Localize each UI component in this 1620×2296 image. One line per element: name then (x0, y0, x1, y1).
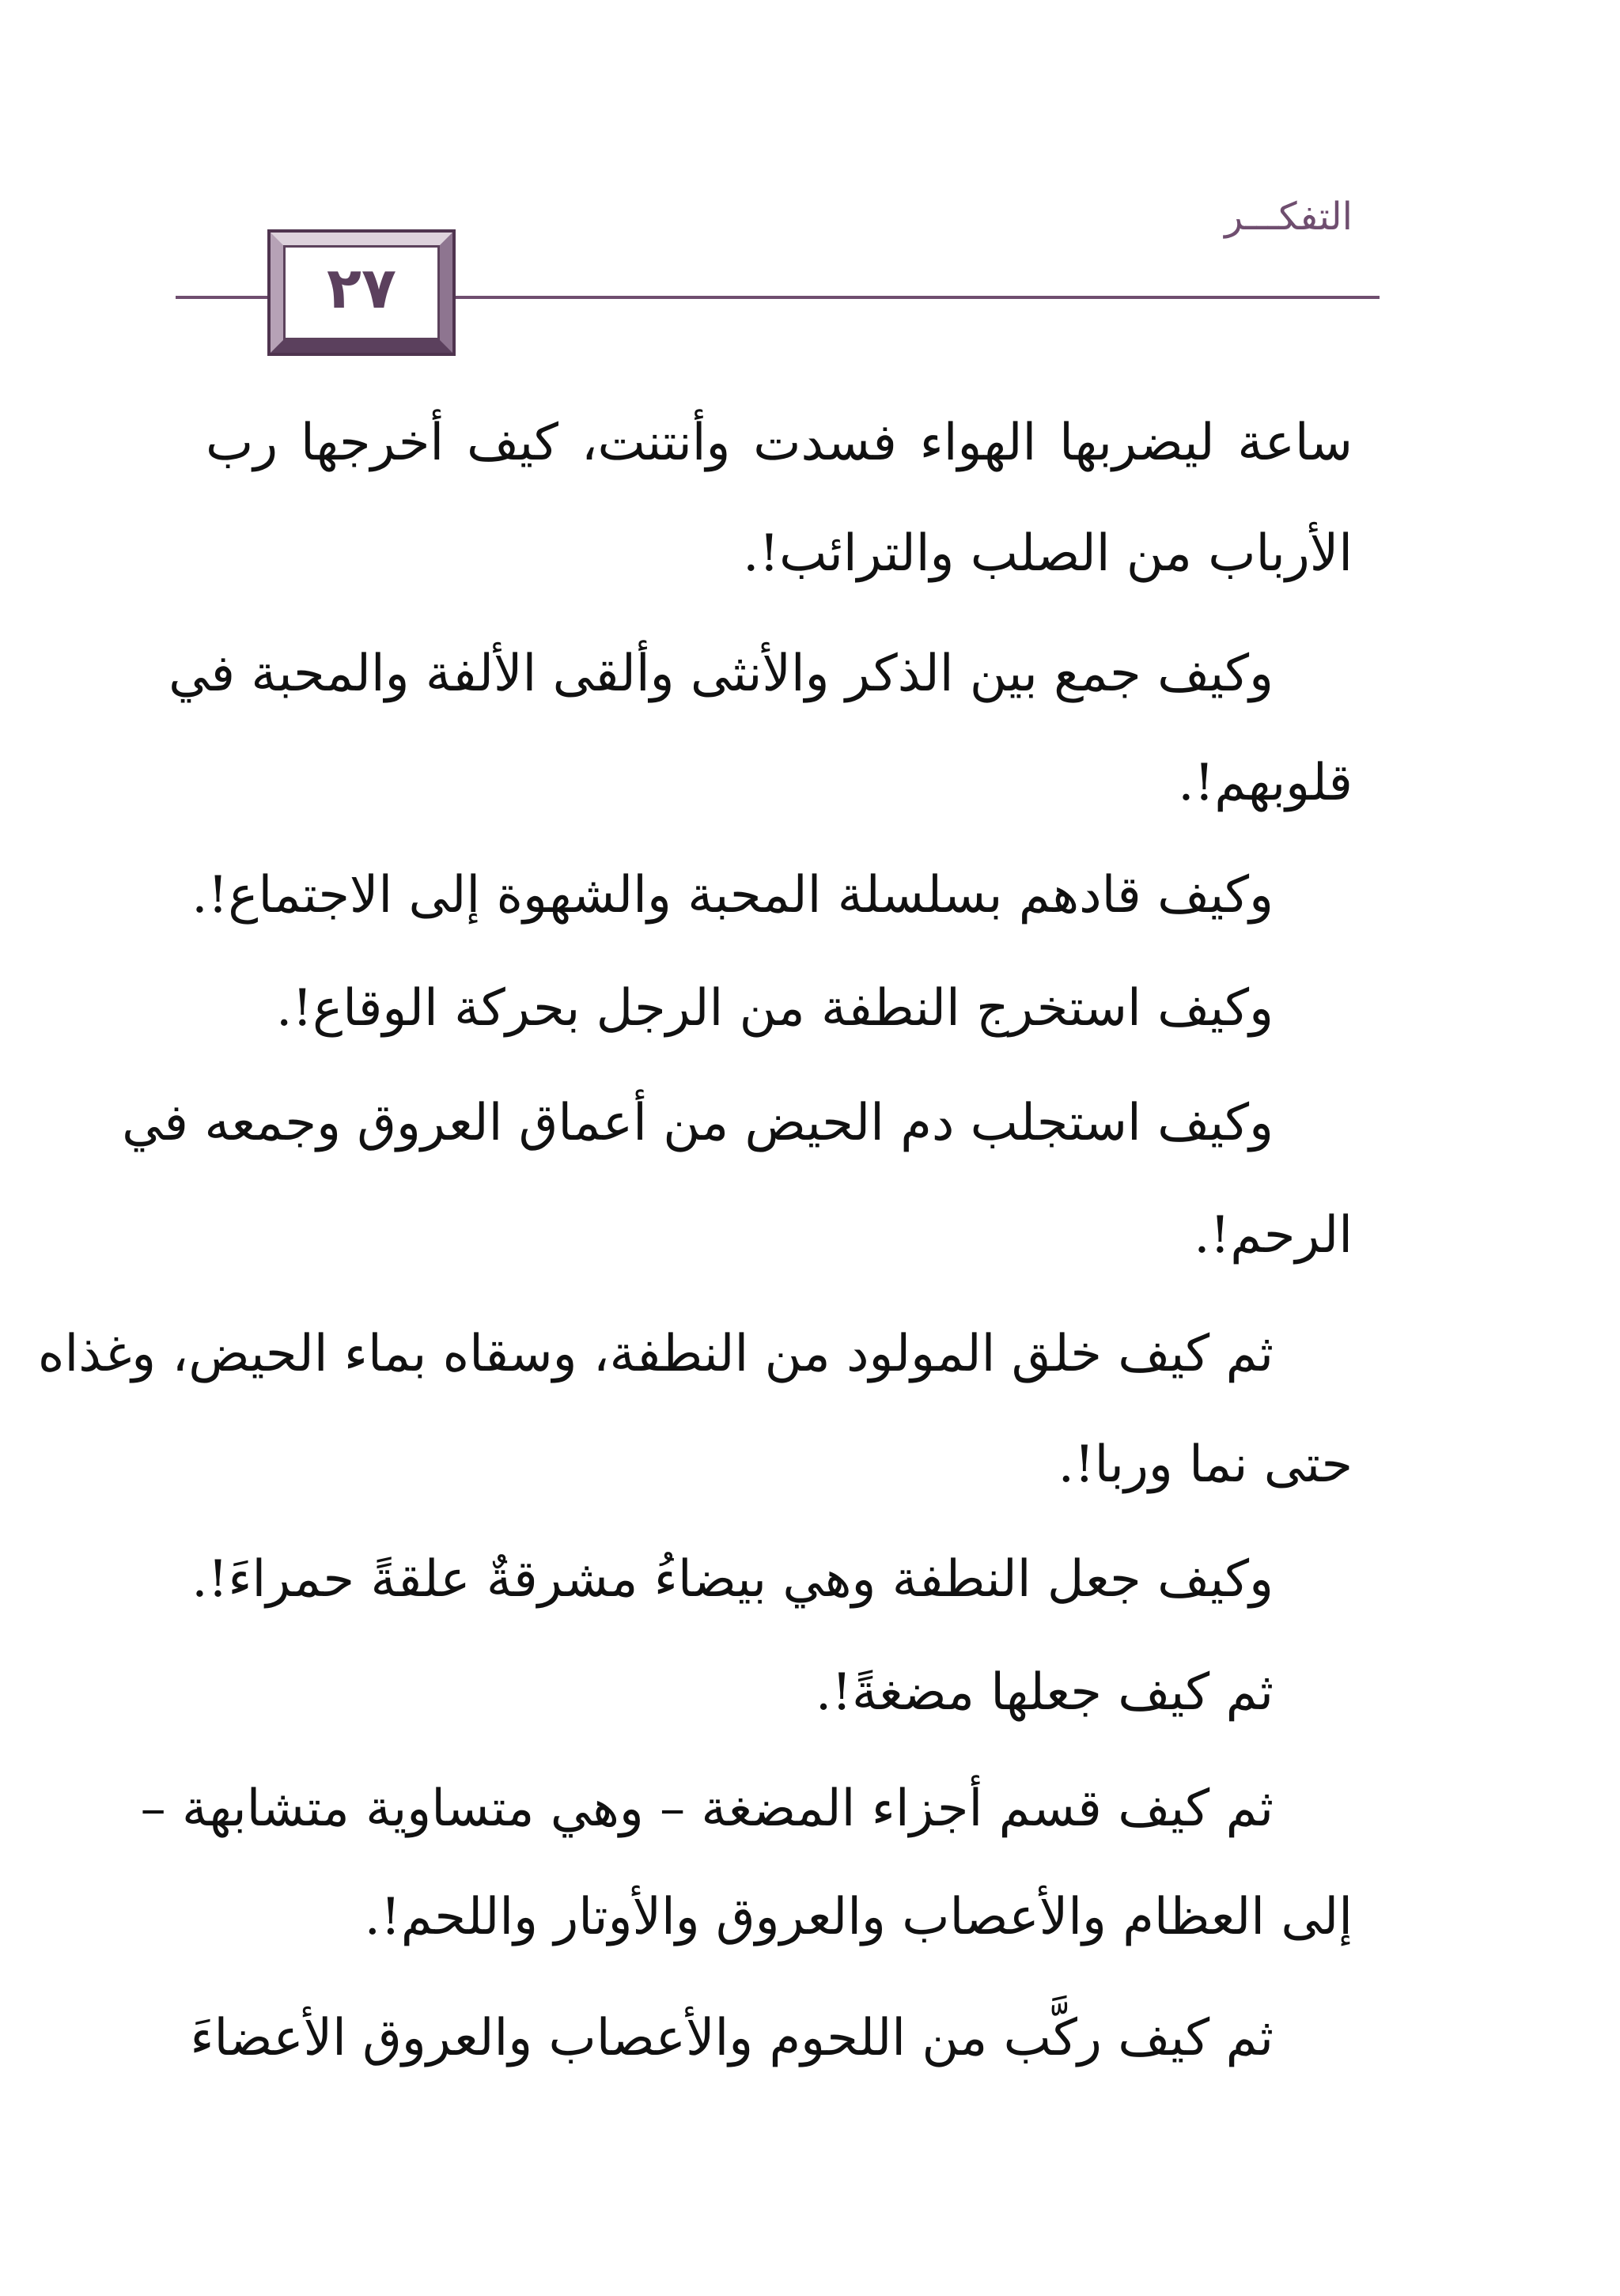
body-line-6: وكيف استخرج النطفة من الرجل بحركة الوقاع!. (276, 979, 1274, 1038)
body-line-10: حتى نما وربا!. (1058, 1435, 1353, 1494)
section-title: التفكـــر (1224, 195, 1353, 239)
body-line-11: وكيف جعل النطفة وهي بيضاءُ مشرقةٌ علقةً حمراءَ!. (191, 1550, 1274, 1609)
body-line-2: الأرباب من الصلب والترائب!. (743, 524, 1353, 583)
arabic-body-text (37, 0, 1353, 2296)
body-line-1: ساعة ليضربها الهواء فسدت وأنتنت، كيف أخرجها رب (206, 414, 1353, 472)
body-line-3: وكيف جمع بين الذكر والأنثى وألقى الألفة والمحبة في (168, 645, 1274, 703)
body-line-7: وكيف استجلب دم الحيض من أعماق العروق وجمعه في (122, 1094, 1274, 1152)
body-line-4: قلوبهم!. (1178, 754, 1353, 812)
body-line-8: الرحم!. (1194, 1206, 1353, 1265)
body-line-15: ثم كيف ركَّب من اللحوم والأعصاب والعروق الأعضاءَ (190, 2009, 1274, 2067)
page-number: ٢٧ (327, 255, 396, 321)
body-line-14: إلى العظام والأعصاب والعروق والأوتار واللحم!. (364, 1888, 1353, 1946)
body-line-9: ثم كيف خلق المولود من النطفة، وسقاه بماء الحيض، وغذاه (37, 1325, 1274, 1383)
body-line-13: ثم كيف قسم أجزاء المضغة – وهي متساوية متشابهة – (140, 1780, 1274, 1838)
body-line-5: وكيف قادهم بسلسلة المحبة والشهوة إلى الاجتماع!. (191, 866, 1274, 925)
body-line-12: ثم كيف جعلها مضغةً!. (815, 1663, 1274, 1722)
